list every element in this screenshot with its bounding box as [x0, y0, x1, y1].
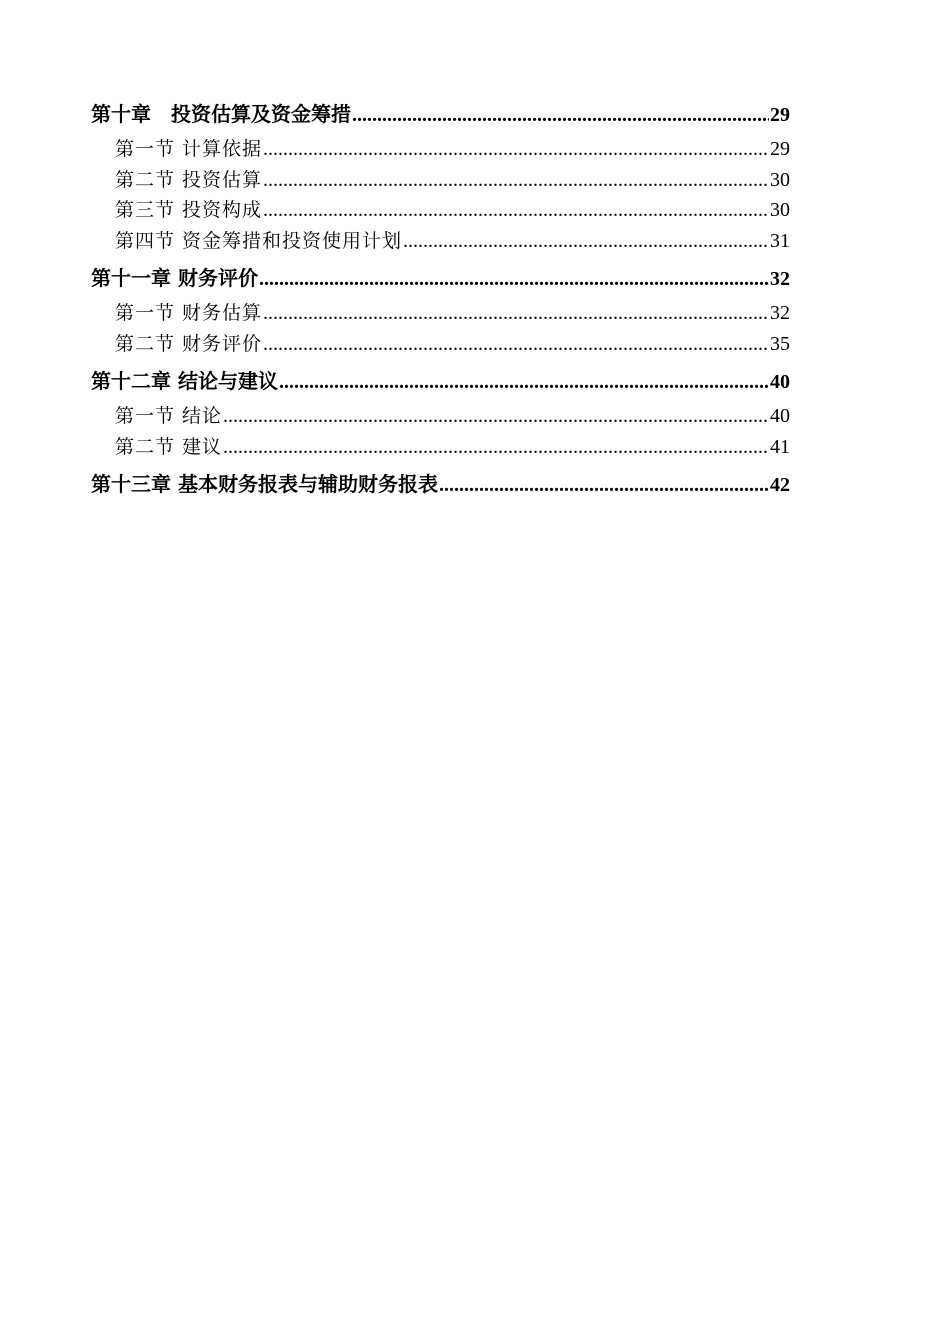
- dot-leader: [279, 364, 769, 400]
- dot-leader: [263, 195, 769, 226]
- toc-page-number: 30: [770, 199, 790, 221]
- toc-entry-title: 第二节 建议: [115, 435, 223, 458]
- toc-entry-title: 第十二章 结论与建议: [91, 369, 278, 393]
- toc-entry-title: 第二节 财务评价: [115, 332, 263, 355]
- toc-entry-title: 第三节 投资构成: [115, 199, 263, 221]
- dot-leader: [439, 467, 769, 503]
- toc-page-number: 31: [770, 229, 790, 252]
- toc-entry-title: 第一节 计算依据: [115, 138, 263, 160]
- toc-section-12-2[interactable]: [91, 432, 790, 463]
- toc-page-number: 29: [770, 104, 790, 126]
- toc-entry-title: 第十章 投资估算及资金筹措: [91, 102, 351, 126]
- dot-leader: [263, 329, 769, 360]
- dot-leader: [263, 134, 769, 165]
- toc-chapter-10[interactable]: [91, 96, 790, 132]
- toc-entry-title: 第四节 资金筹措和投资使用计划: [115, 229, 403, 252]
- toc-page-number: 40: [770, 371, 790, 393]
- toc-chapter-13[interactable]: [91, 466, 790, 502]
- toc-section-10-1[interactable]: [91, 134, 790, 165]
- dot-leader: [403, 226, 769, 257]
- toc-entry-title: 第十一章 财务评价: [91, 266, 258, 290]
- toc-section-10-4[interactable]: [91, 226, 790, 257]
- toc-page-number: 40: [770, 405, 790, 427]
- toc-chapter-11[interactable]: [91, 260, 790, 296]
- toc-entry-title: 第十三章 基本财务报表与辅助财务报表: [91, 472, 438, 496]
- dot-leader: [352, 97, 769, 133]
- dot-leader: [259, 261, 769, 297]
- toc-section-10-3[interactable]: [91, 195, 790, 226]
- dot-leader: [263, 165, 769, 196]
- toc-page-number: 41: [770, 435, 790, 458]
- dot-leader: [263, 298, 769, 329]
- toc-entry-title: 第二节 投资估算: [115, 168, 263, 191]
- toc-section-11-1[interactable]: [91, 298, 790, 329]
- toc-entry-title: 第一节 财务估算: [115, 302, 263, 324]
- toc-section-10-2[interactable]: [91, 165, 790, 196]
- toc-chapter-12[interactable]: [91, 363, 790, 399]
- toc-page-number: 32: [770, 268, 790, 290]
- dot-leader: [223, 432, 769, 463]
- toc-section-12-1[interactable]: [91, 401, 790, 432]
- toc-section-11-2[interactable]: [91, 329, 790, 360]
- toc-page-number: 30: [770, 168, 790, 191]
- dot-leader: [223, 401, 769, 432]
- toc-page-number: 35: [770, 332, 790, 355]
- toc-page-number: 29: [770, 138, 790, 160]
- toc-page-number: 32: [770, 302, 790, 324]
- toc-entry-title: 第一节 结论: [115, 405, 223, 427]
- toc-page-number: 42: [770, 474, 790, 496]
- table-of-contents: [91, 94, 790, 502]
